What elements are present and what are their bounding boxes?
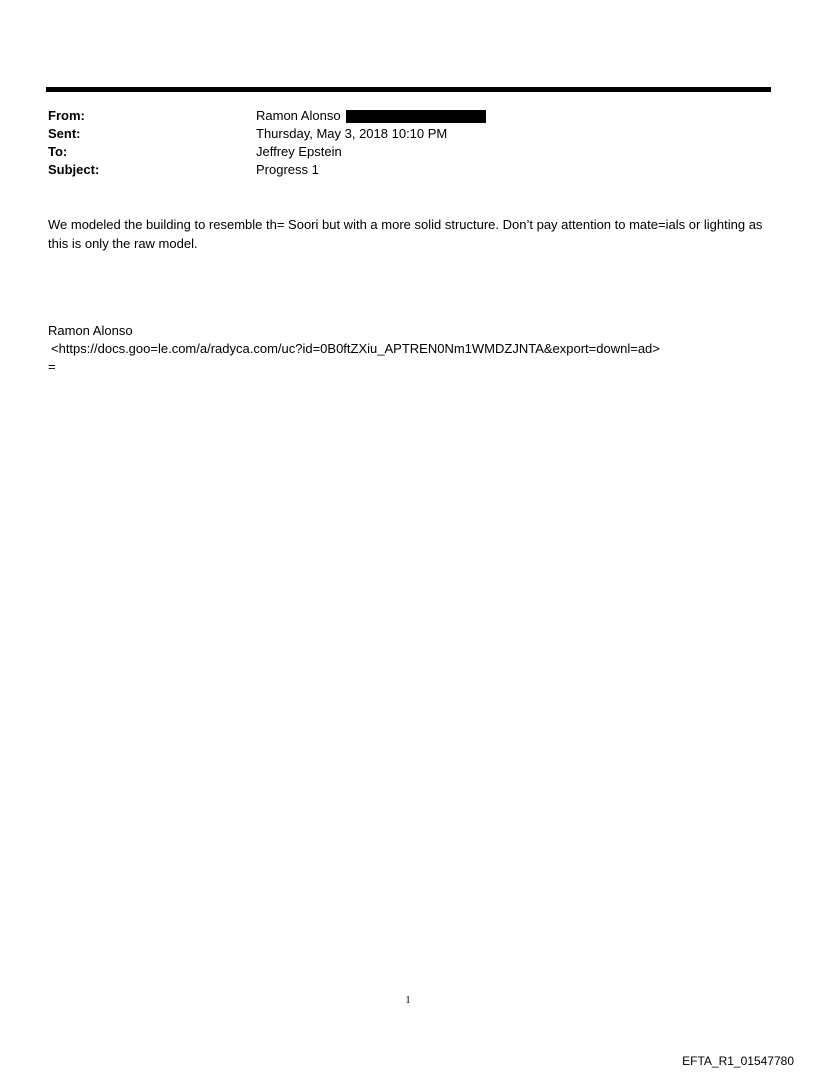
email-header [48,107,748,179]
to-row [48,143,748,161]
sent-row [48,125,748,143]
to-value: Jeffrey Epstein [256,144,342,159]
header-divider [46,87,771,92]
subject-value: Progress 1 [256,162,319,177]
signature-link[interactable]: <https://docs.goo=le.com/a/radyca.com/uc?id=0B0ftZXiu_APTREN0Nm1WMDZJNTA&export=downl=ad> [51,341,660,356]
email-body: We modeled the building to resemble th= Soori but with a more solid structure. Don’t pay attention to mate=ials or lighting as this is only the raw model. [48,217,763,251]
sent-value: Thursday, May 3, 2018 10:10 PM [256,126,448,141]
to-label: To: [48,144,68,159]
page-number: 1 [405,994,411,1006]
document-id: EFTA_R1_01547780 [682,1054,794,1068]
subject-label: Subject: [48,162,100,177]
from-label: From: [48,108,85,123]
signature-name: Ramon Alonso [48,323,133,338]
sent-label: Sent: [48,126,81,141]
signature-trailer: = [48,359,56,374]
subject-row [48,161,748,179]
from-value: Ramon Alonso [256,108,341,123]
from-row [48,107,748,125]
from-value-container [256,107,486,125]
email-signature [48,322,768,376]
redaction-block [346,110,486,123]
